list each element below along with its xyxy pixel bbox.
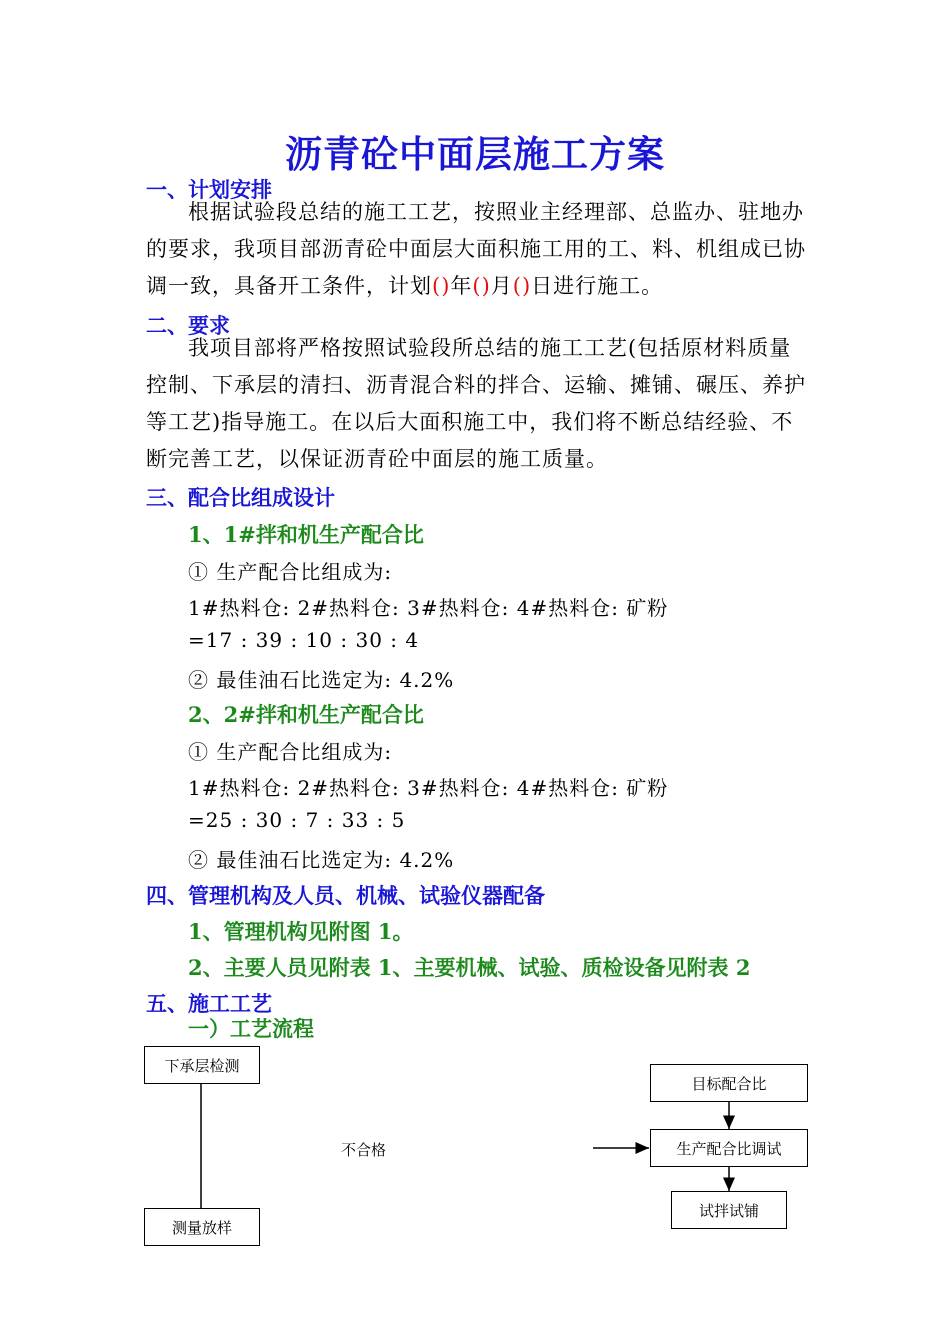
sub1-line-3: =17 : 39 : 10 : 30 : 4 xyxy=(188,628,420,652)
month-label: 月 xyxy=(490,274,513,298)
s1-text: 根据试验段总结的施工工艺，按照业主经理部、总监办、驻地办的要求，我项目部沥青砼中面层大面积施工用的工、料、机组成已协调一致，具备开工条件，计划 xyxy=(146,200,806,298)
sub1-line-2: 1#热料仓: 2#热料仓: 3#热料仓: 4#热料仓: 矿粉 xyxy=(188,596,669,620)
sub1-line-4: ② 最佳油石比选定为: 4.2% xyxy=(188,668,455,692)
blank-day: () xyxy=(512,274,532,298)
section-1-heading: 一、计划安排 xyxy=(146,177,272,202)
blank-year: () xyxy=(432,274,451,298)
section-4-sub1: 1、管理机构见附图 1。 xyxy=(188,919,414,944)
flow-box-survey: 测量放样 xyxy=(144,1208,260,1246)
sub2-line-4: ② 最佳油石比选定为: 4.2% xyxy=(188,848,455,872)
section-3-sub2-heading: 2、2#拌和机生产配合比 xyxy=(188,702,424,727)
section-3-heading: 三、配合比组成设计 xyxy=(146,485,335,510)
flow-box-target-mix: 目标配合比 xyxy=(650,1064,808,1102)
sub2-line-3: =25 : 30 : 7 : 33 : 5 xyxy=(188,808,406,832)
blank-month: () xyxy=(472,274,491,298)
s1-tail: 日进行施工。 xyxy=(531,274,664,298)
flow-box-production-mix: 生产配合比调试 xyxy=(650,1129,808,1167)
sub2-line-2: 1#热料仓: 2#热料仓: 3#热料仓: 4#热料仓: 矿粉 xyxy=(188,776,669,800)
flow-box-substrate-check: 下承层检测 xyxy=(144,1046,260,1084)
year-label: 年 xyxy=(450,274,473,298)
section-4-heading: 四、管理机构及人员、机械、试验仪器配备 xyxy=(146,883,545,908)
flow-label-fail: 不合格 xyxy=(341,1141,387,1159)
sub2-line-1: ① 生产配合比组成为: xyxy=(188,740,393,764)
section-3-sub1-heading: 1、1#拌和机生产配合比 xyxy=(188,522,424,547)
section-2-heading: 二、要求 xyxy=(146,313,230,338)
section-5-heading: 五、施工工艺 xyxy=(146,991,272,1016)
page-title: 沥青砼中面层施工方案 xyxy=(285,132,665,176)
section-4-sub2: 2、主要人员见附表 1、主要机械、试验、质检设备见附表 2 xyxy=(188,955,751,980)
flow-box-trial-paving: 试拌试铺 xyxy=(671,1191,787,1229)
section-5-sub1: 一）工艺流程 xyxy=(188,1016,314,1041)
sub1-line-1: ① 生产配合比组成为: xyxy=(188,560,393,584)
s2-text: 我项目部将严格按照试验段所总结的施工工艺(包括原材料质量控制、下承层的清扫、沥青混合料的拌合、运输、摊铺、碾压、养护等工艺)指导施工。在以后大面积施工中，我们将不断总结经验、不断完善工艺，以保证沥青砼中面层的施工质量。 xyxy=(146,336,806,471)
